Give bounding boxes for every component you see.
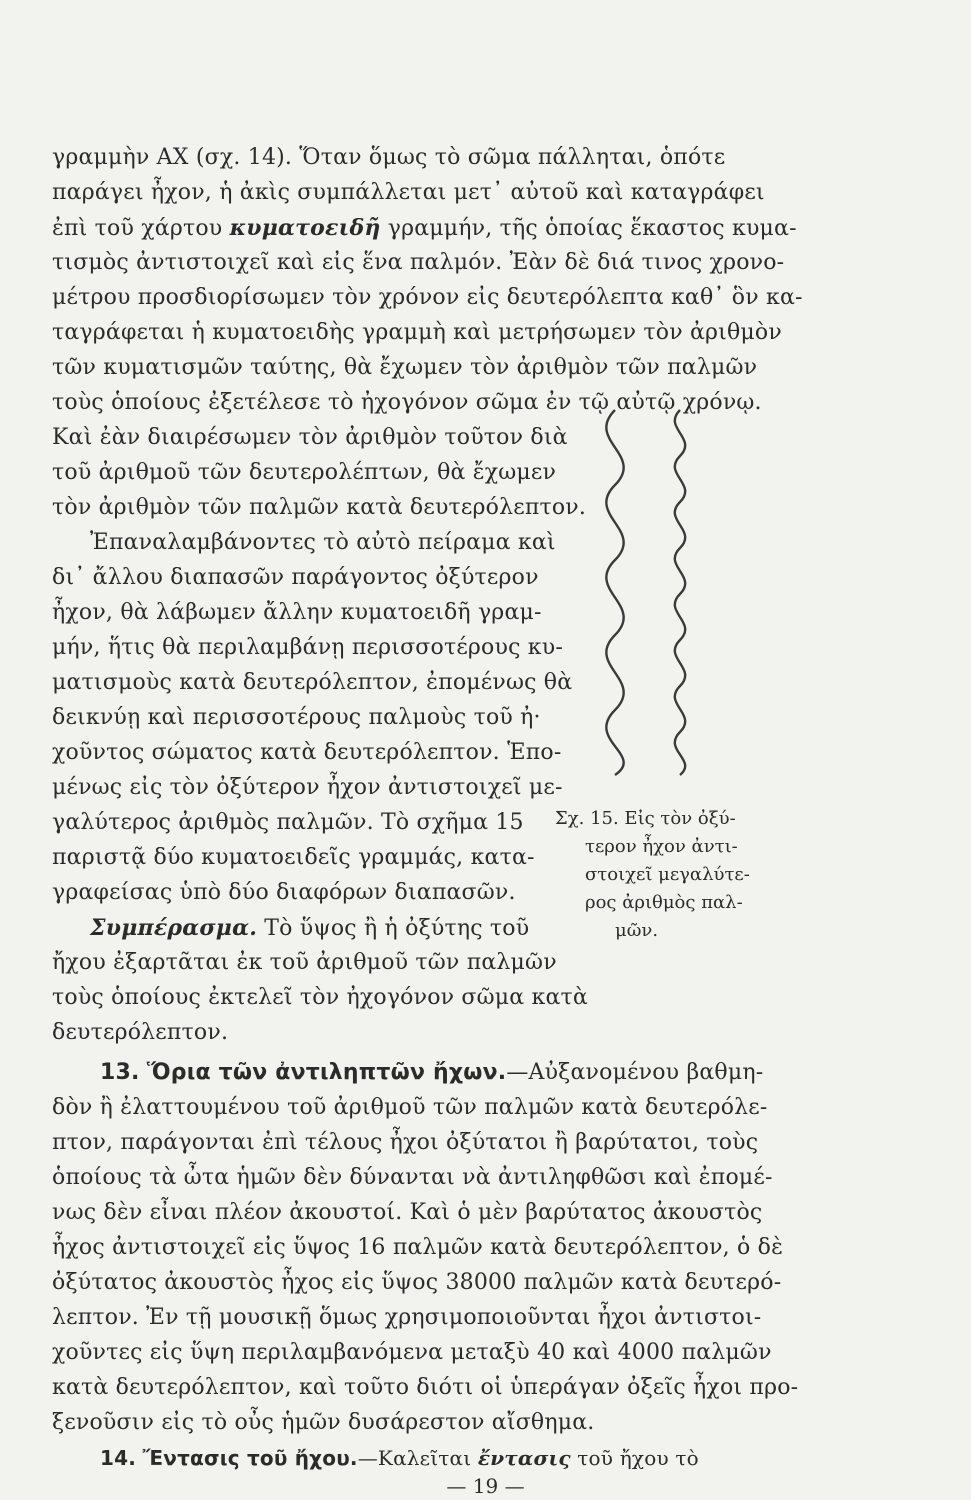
text-line: δι᾿ ἄλλου διαπασῶν παράγοντος ὀξύτερον <box>52 565 539 590</box>
text-line: τῶν κυματισμῶν ταύτης, θὰ ἔχωμεν τὸν ἀριθμὸν τῶν παλμῶν <box>52 355 758 380</box>
text-span: ἐπὶ τοῦ χάρτου <box>52 216 223 241</box>
figure-caption-line: μῶν. <box>615 920 659 941</box>
text-line: παριστᾷ δύο κυματοειδεῖς γραμμάς, κατα- <box>52 845 535 870</box>
figure-caption-line: τερον ἦχον ἀντι- <box>585 836 738 857</box>
text-line: δευτερόλεπτον. <box>52 1020 229 1045</box>
text-line: μέτρου προσδιορίσωμεν τὸν χρόνον εἰς δευτερόλεπτα καθ᾿ ὃν κα- <box>52 285 803 310</box>
text-line: χοῦντος σώματος κατὰ δευτερόλεπτον. Ἑπο- <box>52 740 562 765</box>
section-number: 14. <box>100 1446 137 1470</box>
text-line: χοῦντες εἰς ὕψη περιλαμβανόμενα μεταξὺ 40 καὶ 4000 παλμῶν <box>52 1340 772 1365</box>
text-span: Τὸ ὕψος ἢ ἡ ὀξύτης τοῦ <box>264 916 530 941</box>
text-line: νως δὲν εἶναι πλέον ἀκουστοί. Καὶ ὁ μὲν βαρύτατος ἀκουστὸς <box>52 1200 763 1225</box>
text-line: γαλύτερος ἀριθμὸς παλμῶν. Τὸ σχῆμα 15 <box>52 810 524 835</box>
text-line <box>52 213 797 244</box>
emphasis-term: κυματοειδῆ <box>229 215 381 241</box>
section-heading-line <box>100 1443 812 1473</box>
text-line: ὀξύτατος ἀκουστὸς ἦχος εἰς ὕψος 38000 παλμῶν κατὰ δευτερό- <box>52 1270 782 1295</box>
text-line: τοῦ ἀριθμοῦ τῶν δευτερολέπτων, θὰ ἔχωμεν <box>52 460 557 485</box>
text-line: τοὺς ὁποίους ἐκτελεῖ τὸν ἠχογόνον σῶμα κατὰ <box>52 985 588 1010</box>
text-line: γραφείσας ὑπὸ δύο διαφόρων διαπασῶν. <box>52 880 516 905</box>
text-line: τὸν ἀριθμὸν τῶν παλμῶν κατὰ δευτερόλεπτον. <box>52 495 587 520</box>
figure-wave-lines <box>570 400 710 780</box>
text-line <box>90 913 585 944</box>
text-line: γραμμὴν ΑΧ (σχ. 14). Ὅταν ὅμως τὸ σῶμα πάλληται, ὁπότε <box>52 145 726 170</box>
text-span: τοῦ ἤχου τὸ <box>577 1446 699 1470</box>
section-number: 13. <box>100 1060 140 1085</box>
text-line: Καὶ ἐὰν διαιρέσωμεν τὸν ἀριθμὸν τοῦτον διὰ <box>52 425 568 450</box>
section-term: Συμπέρασμα. <box>90 915 258 941</box>
page-number: — 19 — <box>446 1474 525 1498</box>
text-line: μήν, ἥτις θὰ περιλαμβάνῃ περισσοτέρους κυ- <box>52 635 563 660</box>
text-line: τισμὸς ἀντιστοιχεῖ καὶ εἰς ἕνα παλμόν. Ἐὰν δὲ διά τινος χρονο- <box>52 250 785 275</box>
text-line: ὁποίους τὰ ὦτα ἡμῶν δὲν δύνανται νὰ ἀντιληφθῶσι καὶ ἐπομέ- <box>52 1165 773 1190</box>
text-line: κατὰ δευτερόλεπτον, καὶ τοῦτο διότι οἱ ὑπεράγαν ὀξεῖς ἦχοι προ- <box>52 1375 799 1400</box>
text-line: ἦχος ἀντιστοιχεῖ εἰς ὕψος 16 παλμῶν κατὰ δευτερόλεπτον, ὁ δὲ <box>52 1235 784 1260</box>
emphasis-term: ἔντασις <box>477 1446 571 1470</box>
text-line: ματισμοὺς κατὰ δευτερόλεπτον, ἐπομένως θὰ <box>52 670 573 695</box>
text-line: ξενοῦσιν εἰς τὸ οὖς ἡμῶν δυσάρεστον αἴσθημα. <box>52 1410 595 1435</box>
section-title: Ἔντασις τοῦ ἤχου. <box>142 1446 358 1470</box>
figure-caption-line: ρος ἀριθμὸς παλ- <box>585 892 743 913</box>
text-line: παράγει ἦχον, ἡ ἀκὶς συμπάλλεται μετ᾿ αὐτοῦ καὶ καταγράφει <box>52 180 765 205</box>
text-line: Ἐπαναλαμβάνοντες τὸ αὐτὸ πείραμα καὶ <box>90 530 556 555</box>
text-line: ἦχον, θὰ λάβωμεν ἄλλην κυματοειδῆ γραμ- <box>52 600 542 625</box>
text-line: λεπτον. Ἐν τῇ μουσικῇ ὅμως χρησιμοποιοῦνται ἦχοι ἀντιστοι- <box>52 1305 762 1330</box>
text-line: δὸν ἢ ἐλαττουμένου τοῦ ἀριθμοῦ τῶν παλμῶν κατὰ δευτερόλε- <box>52 1095 768 1120</box>
text-span: γραμμήν, τῆς ὁποίας ἕκαστος κυμα- <box>387 216 797 241</box>
figure-caption-line: στοιχεῖ μεγαλύτε- <box>585 864 750 885</box>
text-line: ἤχου ἐξαρτᾶται ἐκ τοῦ ἀριθμοῦ τῶν παλμῶν <box>52 950 557 975</box>
wave-line-high <box>675 410 685 775</box>
section-heading-line <box>100 1058 812 1088</box>
text-span: —Καλεῖται <box>357 1446 472 1470</box>
text-line: μένως εἰς τὸν ὀξύτερον ἦχον ἀντιστοιχεῖ με- <box>52 775 563 800</box>
text-line: ταγράφεται ἡ κυματοειδὴς γραμμὴ καὶ μετρήσωμεν τὸν ἀριθμὸν <box>52 320 782 345</box>
text-span: —Αὐξανομένου βαθμη- <box>506 1060 764 1085</box>
text-line: πτον, παράγονται ἐπὶ τέλους ἦχοι ὀξύτατοι ἢ βαρύτατοι, τοὺς <box>52 1130 759 1155</box>
text-line: δεικνύῃ καὶ περισσοτέρους παλμοὺς τοῦ ἠ· <box>52 705 541 730</box>
wave-line-low <box>606 410 623 775</box>
figure-caption-line: Σχ. 15. Εἰς τὸν ὀξύ- <box>555 808 736 829</box>
section-title: Ὅρια τῶν ἀντιληπτῶν ἤχων. <box>146 1060 507 1085</box>
text-line: τοὺς ὁποίους ἐξετέλεσε τὸ ἠχογόνον σῶμα ἐν τῷ αὐτῷ χρόνῳ. <box>52 390 762 415</box>
